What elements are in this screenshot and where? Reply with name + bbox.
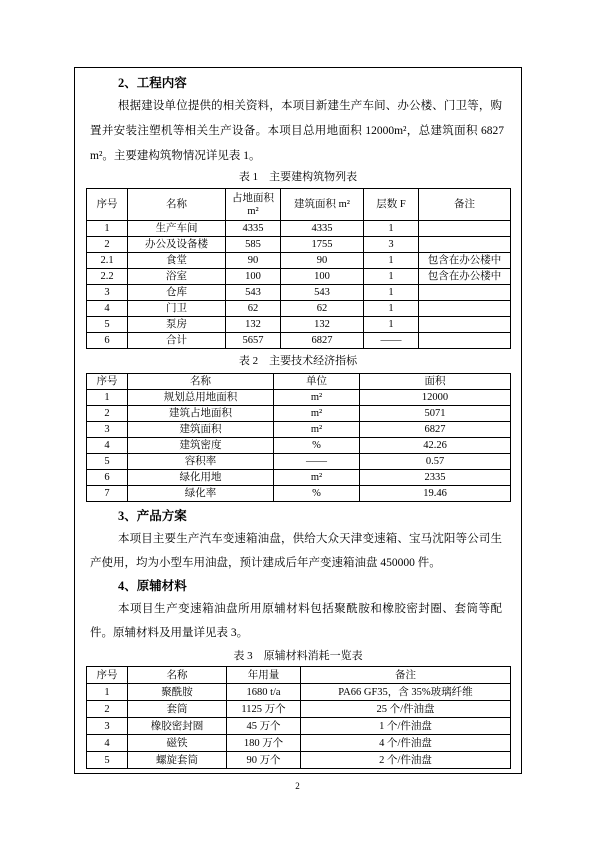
table-cell: 3 bbox=[87, 422, 128, 438]
table-cell: 100 bbox=[281, 269, 364, 285]
table-cell: 5071 bbox=[360, 406, 511, 422]
table-row bbox=[87, 438, 511, 454]
table-cell: 2 个/件油盘 bbox=[301, 752, 511, 769]
table-1 bbox=[86, 188, 511, 349]
table-header-row bbox=[87, 189, 511, 221]
table-cell: 2 bbox=[87, 701, 128, 718]
table-cell: 门卫 bbox=[128, 301, 226, 317]
table-cell: 132 bbox=[226, 317, 281, 333]
table-cell: 100 bbox=[226, 269, 281, 285]
table-row bbox=[87, 422, 511, 438]
paragraph-line: 本项目生产变速箱油盘所用原辅材料包括聚酰胺和橡胶密封圈、套筒等配 bbox=[118, 603, 502, 615]
table-cell: 2.2 bbox=[87, 269, 128, 285]
table-header-cell: 名称 bbox=[128, 667, 227, 684]
table-cell: 2 bbox=[87, 237, 128, 253]
table-cell: 4 bbox=[87, 301, 128, 317]
table-cell: 585 bbox=[226, 237, 281, 253]
table-cell: 2 bbox=[87, 406, 128, 422]
table-cell: 5 bbox=[87, 752, 128, 769]
table-cell: 90 万个 bbox=[227, 752, 301, 769]
table-header-cell: 层数 F bbox=[364, 189, 419, 221]
table-row bbox=[87, 221, 511, 237]
table-row bbox=[87, 470, 511, 486]
table-cell: 绿化率 bbox=[128, 486, 274, 502]
table-1-caption: 表 1 主要建构筑物列表 bbox=[238, 171, 358, 183]
table-cell: 19.46 bbox=[360, 486, 511, 502]
table-cell: 180 万个 bbox=[227, 735, 301, 752]
table-header-cell: 面积 bbox=[360, 374, 511, 390]
table-cell: 1 bbox=[364, 221, 419, 237]
table-cell: 容积率 bbox=[128, 454, 274, 470]
page-number: 2 bbox=[295, 781, 300, 791]
table-row bbox=[87, 390, 511, 406]
section-heading-materials: 4、原辅材料 bbox=[118, 579, 187, 593]
table-cell: 12000 bbox=[360, 390, 511, 406]
table-row bbox=[87, 718, 511, 735]
table-cell: 2.1 bbox=[87, 253, 128, 269]
table-row bbox=[87, 701, 511, 718]
table-header-cell: 名称 bbox=[128, 374, 274, 390]
table-cell: 合计 bbox=[128, 333, 226, 349]
table-row bbox=[87, 684, 511, 701]
table-cell: 聚酰胺 bbox=[128, 684, 227, 701]
table-cell: 1 bbox=[364, 253, 419, 269]
table-cell: 仓库 bbox=[128, 285, 226, 301]
table-cell: 食堂 bbox=[128, 253, 226, 269]
table-header-row bbox=[87, 374, 511, 390]
table-header-cell: 备注 bbox=[419, 189, 511, 221]
table-3 bbox=[86, 666, 511, 769]
table-2 bbox=[86, 373, 511, 502]
table-cell: 4335 bbox=[281, 221, 364, 237]
table-cell: 螺旋套筒 bbox=[128, 752, 227, 769]
table-cell: 1 bbox=[87, 684, 128, 701]
table-cell: 132 bbox=[281, 317, 364, 333]
table-cell: 6 bbox=[87, 333, 128, 349]
table-row bbox=[87, 285, 511, 301]
table-cell: 6827 bbox=[360, 422, 511, 438]
table-cell: PA66 GF35，含 35%玻璃纤维 bbox=[301, 684, 511, 701]
table-cell: 包含在办公楼中 bbox=[419, 253, 511, 269]
table-row bbox=[87, 269, 511, 285]
table-cell: 543 bbox=[281, 285, 364, 301]
table-cell: 包含在办公楼中 bbox=[419, 269, 511, 285]
table-cell: 1 bbox=[87, 390, 128, 406]
table-header-cell: 名称 bbox=[128, 189, 226, 221]
table-cell: 办公及设备楼 bbox=[128, 237, 226, 253]
table-cell: m² bbox=[274, 470, 360, 486]
paragraph-line: m²。主要建构筑物情况详见表 1。 bbox=[90, 150, 261, 162]
table-cell bbox=[419, 317, 511, 333]
table-cell: 90 bbox=[281, 253, 364, 269]
table-row bbox=[87, 735, 511, 752]
table-3-caption: 表 3 原辅材料消耗一览表 bbox=[233, 650, 363, 662]
table-cell: m² bbox=[274, 390, 360, 406]
table-header-cell: 占地面积 m² bbox=[226, 189, 281, 221]
table-cell bbox=[419, 333, 511, 349]
table-row bbox=[87, 752, 511, 769]
table-row bbox=[87, 317, 511, 333]
table-cell: % bbox=[274, 438, 360, 454]
table-row bbox=[87, 454, 511, 470]
table-cell: 浴室 bbox=[128, 269, 226, 285]
table-row bbox=[87, 406, 511, 422]
table-cell: 生产车间 bbox=[128, 221, 226, 237]
table-cell: 4 bbox=[87, 735, 128, 752]
table-cell: 543 bbox=[226, 285, 281, 301]
paragraph-line: 本项目主要生产汽车变速箱油盘，供给大众天津变速箱、宝马沈阳等公司生 bbox=[118, 533, 502, 545]
table-row bbox=[87, 237, 511, 253]
table-cell bbox=[419, 285, 511, 301]
table-cell: 0.57 bbox=[360, 454, 511, 470]
table-cell: 2335 bbox=[360, 470, 511, 486]
table-cell: 1 个/件油盘 bbox=[301, 718, 511, 735]
section-heading-engineering: 2、工程内容 bbox=[118, 76, 187, 90]
table-header-cell: 建筑面积 m² bbox=[281, 189, 364, 221]
paragraph-line: 产使用，均为小型车用油盘，预计建成后年产变速箱油盘 450000 件。 bbox=[90, 557, 441, 569]
table-header-cell: 年用量 bbox=[227, 667, 301, 684]
table-cell bbox=[419, 221, 511, 237]
table-cell: 42.26 bbox=[360, 438, 511, 454]
table-row bbox=[87, 486, 511, 502]
table-cell: —— bbox=[364, 333, 419, 349]
table-cell: 磁铁 bbox=[128, 735, 227, 752]
table-cell: 1680 t/a bbox=[227, 684, 301, 701]
table-cell: 4 个/件油盘 bbox=[301, 735, 511, 752]
table-cell: 5657 bbox=[226, 333, 281, 349]
table-cell: % bbox=[274, 486, 360, 502]
table-cell: 套筒 bbox=[128, 701, 227, 718]
table-header-cell: 序号 bbox=[87, 667, 128, 684]
table-cell: 62 bbox=[226, 301, 281, 317]
table-row bbox=[87, 301, 511, 317]
table-2-caption: 表 2 主要技术经济指标 bbox=[238, 355, 358, 367]
table-header-cell: 序号 bbox=[87, 374, 128, 390]
paragraph-line: 置并安装注塑机等相关生产设备。本项目总用地面积 12000m²，总建筑面积 6827 bbox=[90, 125, 504, 137]
table-cell: 建筑占地面积 bbox=[128, 406, 274, 422]
table-cell: 5 bbox=[87, 317, 128, 333]
table-cell: 62 bbox=[281, 301, 364, 317]
table-cell: 1 bbox=[364, 301, 419, 317]
table-cell: 45 万个 bbox=[227, 718, 301, 735]
table-header-cell: 备注 bbox=[301, 667, 511, 684]
table-cell: 泵房 bbox=[128, 317, 226, 333]
table-cell: 4 bbox=[87, 438, 128, 454]
table-cell: 6 bbox=[87, 470, 128, 486]
table-row bbox=[87, 333, 511, 349]
section-heading-products: 3、产品方案 bbox=[118, 509, 187, 523]
table-cell: 1755 bbox=[281, 237, 364, 253]
table-header-cell: 单位 bbox=[274, 374, 360, 390]
paragraph-line: 根据建设单位提供的相关资料，本项目新建生产车间、办公楼、门卫等，购 bbox=[118, 100, 502, 112]
table-cell: 5 bbox=[87, 454, 128, 470]
table-row bbox=[87, 253, 511, 269]
table-cell: 建筑面积 bbox=[128, 422, 274, 438]
table-cell: 90 bbox=[226, 253, 281, 269]
table-cell: 4335 bbox=[226, 221, 281, 237]
table-cell: 7 bbox=[87, 486, 128, 502]
table-cell: 1 bbox=[364, 285, 419, 301]
table-cell: 1 bbox=[87, 221, 128, 237]
paragraph-line: 件。原辅材料及用量详见表 3。 bbox=[90, 627, 249, 639]
table-cell: —— bbox=[274, 454, 360, 470]
table-cell bbox=[419, 237, 511, 253]
table-cell: 1 bbox=[364, 317, 419, 333]
table-header-row bbox=[87, 667, 511, 684]
table-cell: 3 bbox=[87, 285, 128, 301]
table-cell: 规划总用地面积 bbox=[128, 390, 274, 406]
table-cell: 3 bbox=[364, 237, 419, 253]
table-cell bbox=[419, 301, 511, 317]
table-cell: 3 bbox=[87, 718, 128, 735]
table-cell: 绿化用地 bbox=[128, 470, 274, 486]
table-cell: 橡胶密封圈 bbox=[128, 718, 227, 735]
table-cell: 1125 万个 bbox=[227, 701, 301, 718]
table-cell: 6827 bbox=[281, 333, 364, 349]
table-header-cell: 序号 bbox=[87, 189, 128, 221]
table-cell: 建筑密度 bbox=[128, 438, 274, 454]
table-cell: m² bbox=[274, 422, 360, 438]
table-cell: m² bbox=[274, 406, 360, 422]
table-cell: 1 bbox=[364, 269, 419, 285]
table-cell: 25 个/件油盘 bbox=[301, 701, 511, 718]
